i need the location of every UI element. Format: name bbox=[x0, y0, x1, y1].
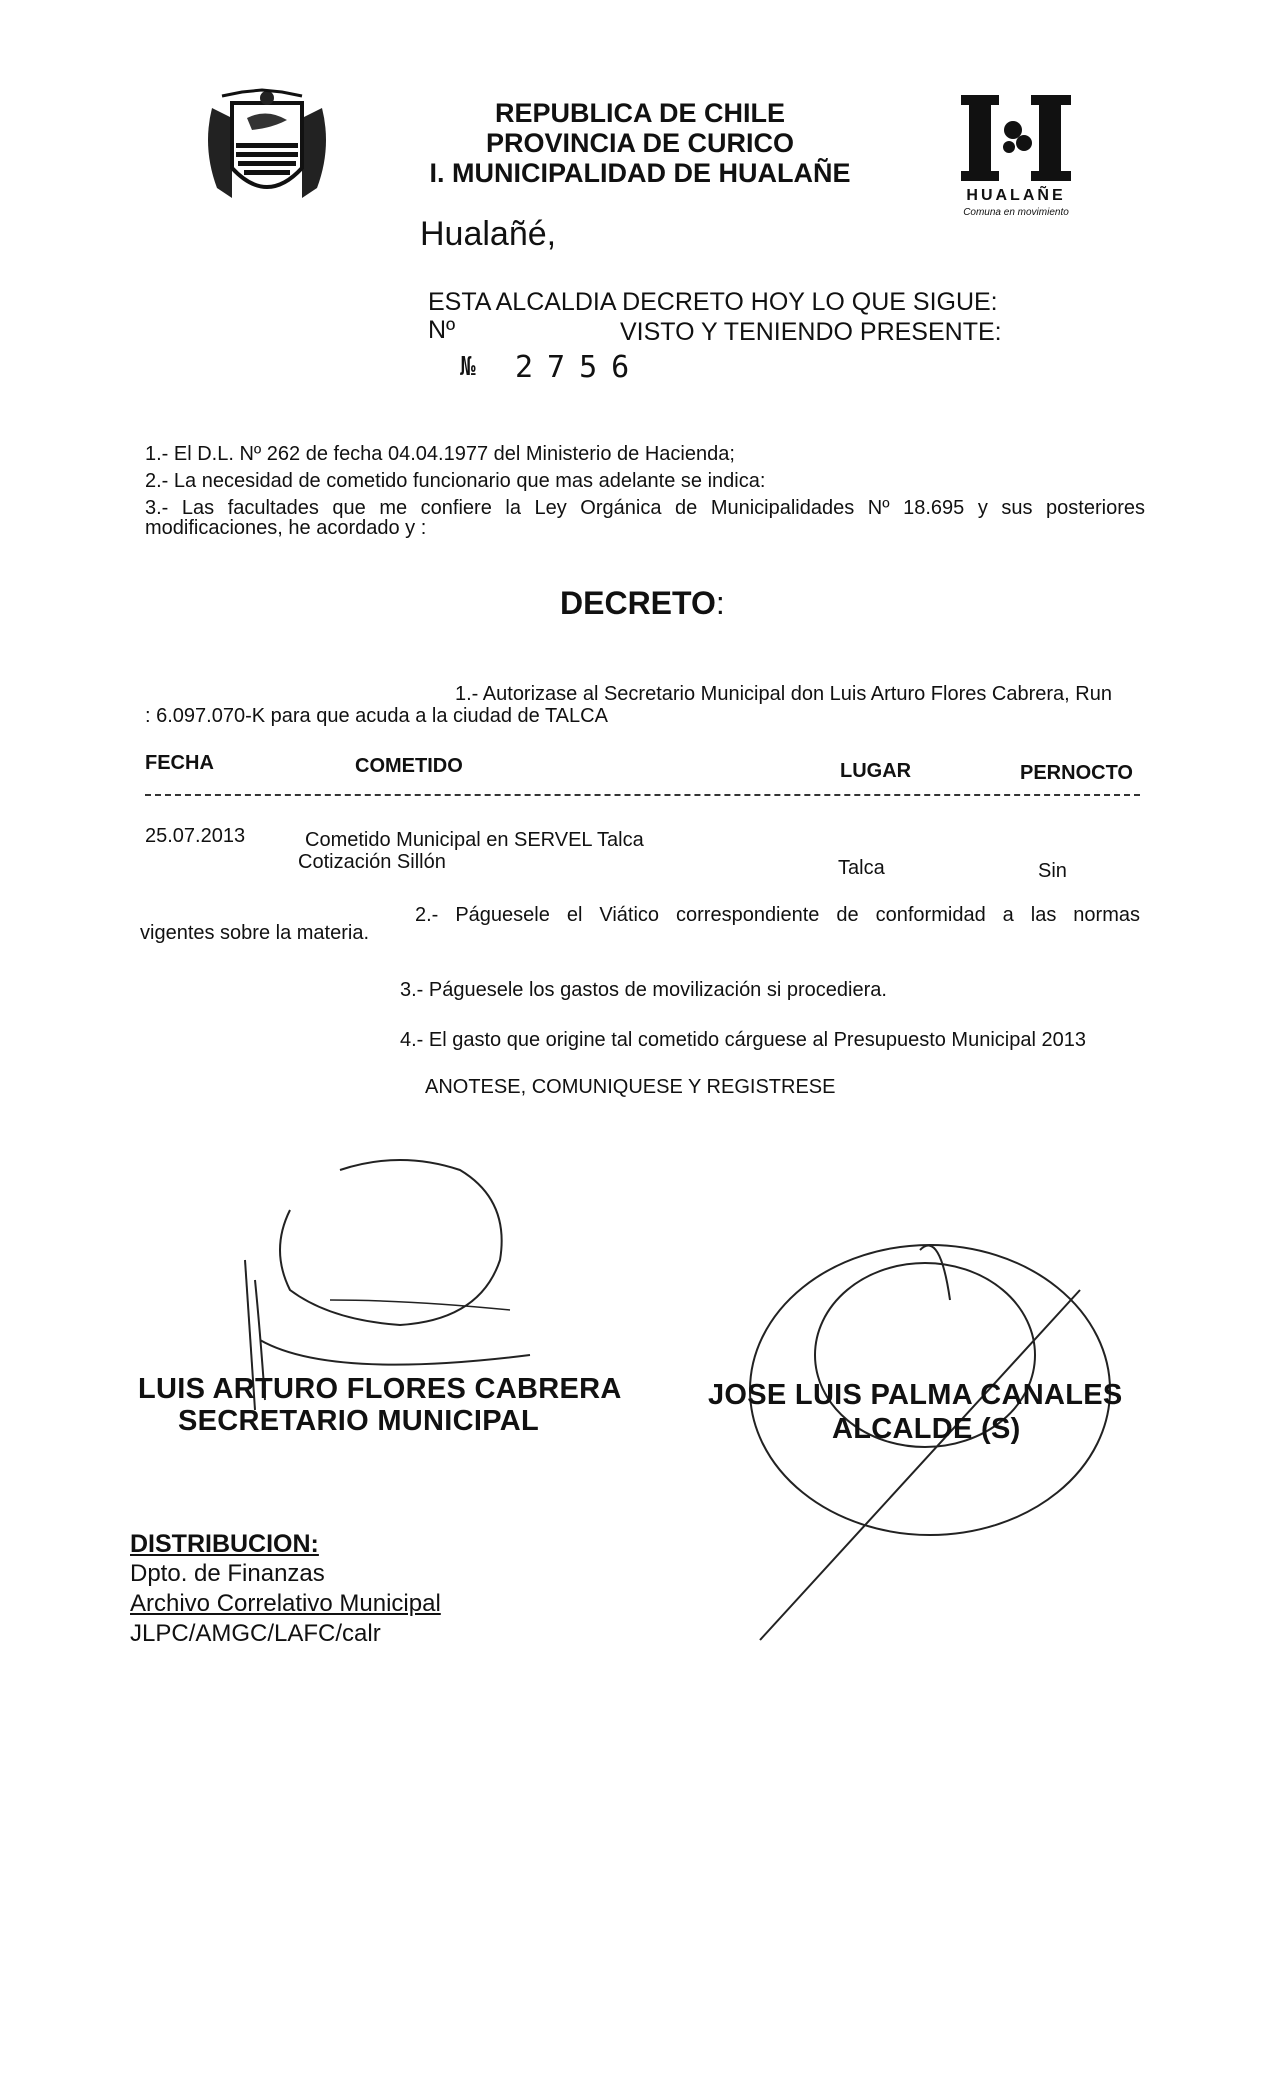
logo-tagline: Comuna en movimiento bbox=[963, 207, 1069, 218]
row-cometido-2: Cotización Sillón bbox=[298, 851, 446, 873]
col-header-fecha: FECHA bbox=[145, 752, 214, 774]
article-1-line-1: 1.- Autorizase al Secretario Municipal don Luis Arturo Flores Cabrera, Run bbox=[455, 683, 1112, 705]
row-cometido-1: Cometido Municipal en SERVEL Talca bbox=[305, 829, 644, 851]
row-pernocto: Sin bbox=[1038, 860, 1067, 882]
intro-visto: VISTO Y TENIENDO PRESENTE: bbox=[620, 318, 1002, 346]
header-republic: REPUBLICA DE CHILE bbox=[494, 98, 785, 128]
left-signatory-title: SECRETARIO MUNICIPAL bbox=[178, 1405, 539, 1437]
col-header-pernocto: PERNOCTO bbox=[1020, 762, 1133, 784]
left-signatory-name: LUIS ARTURO FLORES CABRERA bbox=[138, 1373, 622, 1405]
article-1-line-2: : 6.097.070-K para que acuda a la ciudad de TALCA bbox=[145, 705, 608, 727]
place-label: Hualañé, bbox=[420, 215, 557, 253]
right-signatory-name: JOSE LUIS PALMA CANALES bbox=[708, 1379, 1123, 1411]
article-2-line-2: vigentes sobre la materia. bbox=[140, 922, 370, 944]
hualane-logo bbox=[955, 95, 1085, 225]
article-3: 3.- Páguesele los gastos de movilización si procediera. bbox=[400, 979, 887, 1001]
closing-formula: ANOTESE, COMUNIQUESE Y REGISTRESE bbox=[425, 1076, 836, 1098]
distribution-title: DISTRIBUCION: bbox=[130, 1530, 319, 1558]
distribution-item-3: JLPC/AMGC/LAFC/calr bbox=[130, 1620, 381, 1647]
right-signatory-title: ALCALDE (S) bbox=[832, 1413, 1021, 1445]
row-fecha: 25.07.2013 bbox=[145, 825, 246, 847]
decreto-title-text: DECRETO bbox=[560, 585, 716, 621]
visto-3-cont: modificaciones, he acordado y : bbox=[145, 517, 427, 539]
col-header-cometido: COMETIDO bbox=[355, 755, 463, 777]
distribution-item-1: Dpto. de Finanzas bbox=[130, 1560, 325, 1587]
stamp-prefix: № bbox=[460, 352, 476, 382]
decreto-title bbox=[560, 585, 725, 622]
visto-2: 2.- La necesidad de cometido funcionario que mas adelante se indica: bbox=[145, 470, 766, 492]
left-signature bbox=[230, 1130, 530, 1390]
distribution-item-2: Archivo Correlativo Municipal bbox=[130, 1590, 441, 1617]
article-2-line-1: 2.- Páguesele el Viático correspondiente de conformidad a las normas bbox=[415, 904, 1140, 926]
table-divider bbox=[145, 794, 1140, 796]
col-header-lugar: LUGAR bbox=[840, 760, 912, 782]
visto-3: 3.- Las facultades que me confiere la Ley Orgánica de Municipalidades Nº 18.695 y sus posteriores bbox=[145, 497, 1145, 519]
decreto-title-colon: : bbox=[715, 585, 725, 621]
visto-1: 1.- El D.L. Nº 262 de fecha 04.04.1977 del Ministerio de Hacienda; bbox=[145, 443, 735, 465]
decree-number-stamp: 2756 bbox=[515, 350, 644, 385]
row-lugar: Talca bbox=[838, 857, 885, 879]
coat-of-arms-logo bbox=[192, 88, 342, 206]
logo-name: HUALAÑE bbox=[966, 187, 1066, 204]
intro-no-label: Nº bbox=[428, 316, 456, 344]
header-municipality: I. MUNICIPALIDAD DE HUALAÑE bbox=[429, 158, 851, 188]
header-province: PROVINCIA DE CURICO bbox=[485, 128, 795, 158]
intro-line: ESTA ALCALDIA DECRETO HOY LO QUE SIGUE: bbox=[428, 288, 998, 316]
article-4: 4.- El gasto que origine tal cometido cárguese al Presupuesto Municipal 2013 bbox=[400, 1029, 1086, 1051]
